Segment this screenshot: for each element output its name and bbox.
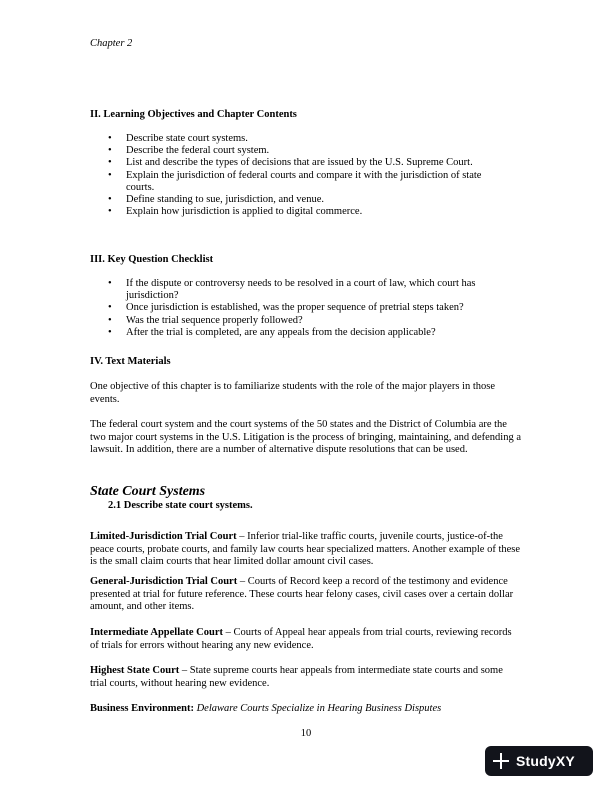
checklist-list [108,278,503,339]
list-item: • Explain how jurisdiction is applied to digital commerce. [108,206,508,218]
brand-badge[interactable] [485,746,593,776]
limited-jurisdiction-paragraph [90,531,522,569]
state-court-systems-heading: State Court Systems [90,484,206,499]
highest-state-court-paragraph [90,665,522,690]
list-item: • Define standing to sue, jurisdiction, and venue. [108,194,508,206]
learning-objective-2-1: 2.1 Describe state court systems. [108,500,253,511]
plus-icon [493,753,509,769]
business-environment-title: Delaware Courts Specialize in Hearing Business Disputes [196,703,442,714]
list-item: • Was the trial sequence properly followed? [108,315,503,327]
term-intermediate-appellate: Intermediate Appellate Court [90,627,223,638]
term-highest-state-court: Highest State Court [90,665,180,676]
term-general-jurisdiction: General-Jurisdiction Trial Court [90,576,238,587]
definition-text: – Courts of Appeal hear appeals from trial courts, reviewing records of trials for errors without hearing any new evidence. [90,627,512,651]
learning-objectives-heading: II. Learning Objectives and Chapter Contents [90,109,297,120]
business-environment-line [90,703,522,716]
definition-text: – State supreme courts hear appeals from intermediate state courts and some trial courts, without hearing new evidence. [90,665,503,689]
running-head: Chapter 2 [90,38,133,49]
list-item: • After the trial is completed, are any appeals from the decision applicable? [108,327,503,339]
term-limited-jurisdiction: Limited-Jurisdiction Trial Court [90,531,237,542]
intro-paragraph: One objective of this chapter is to familiarize students with the role of the major players in those events. [90,381,496,405]
general-jurisdiction-paragraph [90,576,522,614]
page-number: 10 [300,728,312,739]
definition-text: – Inferior trial-like traffic courts, juvenile courts, justice-of-the peace courts, probate courts, and family law courts hear specialized matters. Another example of these is the small claim courts that hear limited dollar amount civil cases. [90,531,521,567]
list-item: • Describe the federal court system. [108,145,508,157]
list-item: • If the dispute or controversy needs to be resolved in a court of law, which court has jurisdiction? [108,278,503,302]
definition-text: – Courts of Record keep a record of the testimony and evidence presented at trial for future reference. These courts hear felony cases, civil cases over a certain dollar amount, and other items. [90,576,514,612]
list-item: • Once jurisdiction is established, was the proper sequence of pretrial steps taken? [108,302,503,314]
brand-name: StudyXY [516,753,575,769]
court-systems-paragraph: The federal court system and the court systems of the 50 states and the District of Columbia are the two major court systems in the U.S. Litigation is the process of bringing, maintaining, and defending a lawsuit. In addition, there are a number of alternative dispute resolutions that can be used. [90,419,522,455]
checklist-heading: III. Key Question Checklist [90,254,214,265]
text-materials-heading: IV. Text Materials [90,356,171,367]
list-item: • Explain the jurisdiction of federal courts and compare it with the jurisdiction of state courts. [108,170,508,194]
intermediate-appellate-paragraph [90,627,522,652]
list-item: • Describe state court systems. [108,133,508,145]
list-item: • List and describe the types of decisions that are issued by the U.S. Supreme Court. [108,157,508,169]
business-environment-label: Business Environment: [90,703,194,714]
learning-objectives-list [108,133,508,218]
